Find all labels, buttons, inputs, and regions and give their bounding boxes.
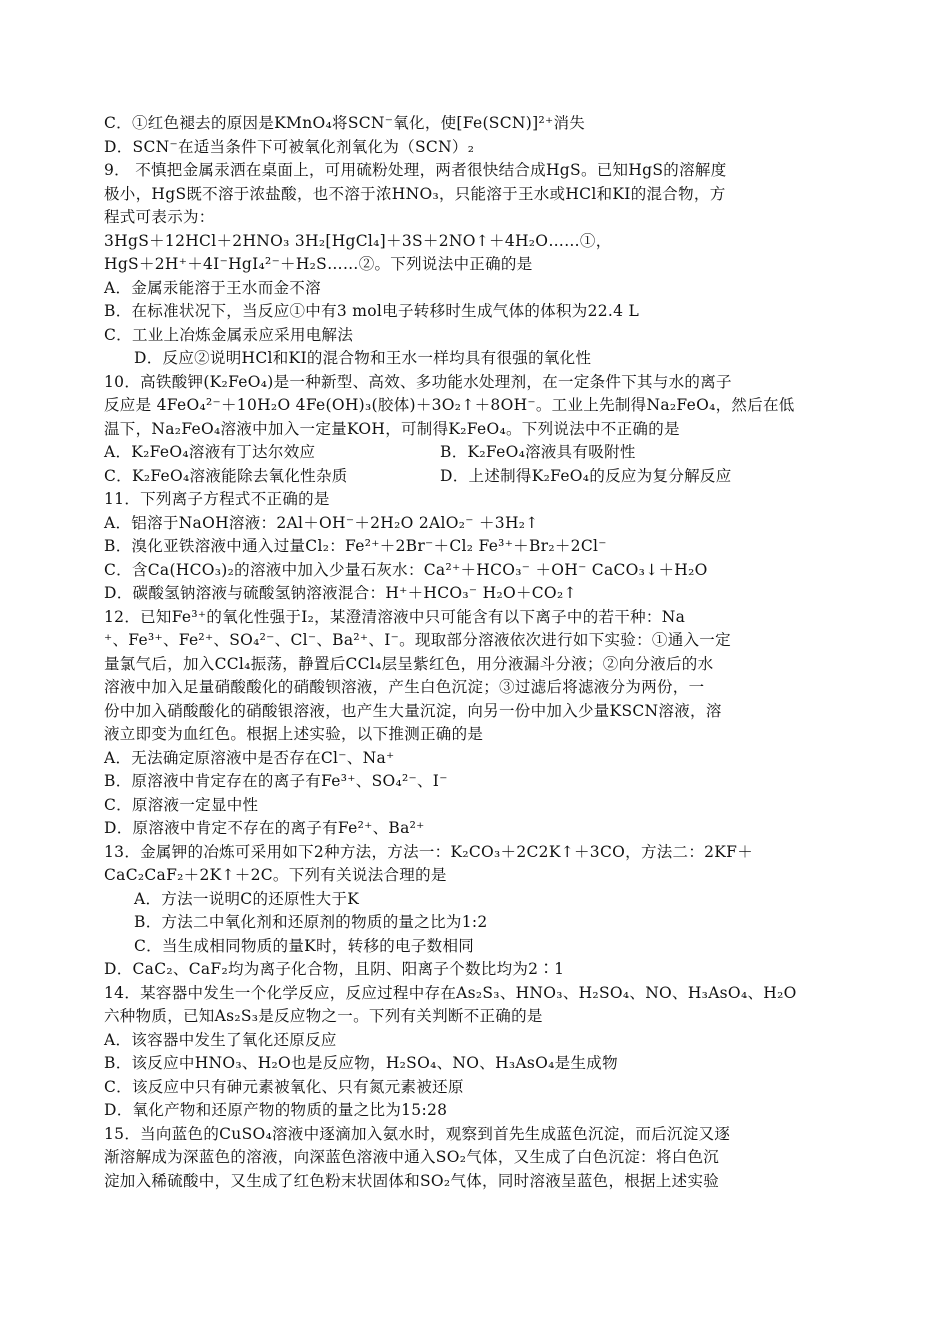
text-line: D．SCN⁻在适当条件下可被氧化剂氧化为（SCN）₂	[104, 137, 475, 156]
option-c: C．含Ca(HCO₃)₂的溶液中加入少量石灰水：Ca²⁺＋HCO₃⁻ ＋OH⁻ CaCO₃↓＋H₂O	[104, 560, 708, 579]
option-c: C．K₂FeO₄溶液能除去氧化性杂质	[104, 466, 348, 485]
option-a: A．K₂FeO₄溶液有丁达尔效应	[104, 443, 316, 461]
option-a: A．方法一说明C的还原性大于K	[134, 889, 360, 908]
text-line: 份中加入硝酸酸化的硝酸银溶液，也产生大量沉淀，向另一份中加入少量KSCN溶液，溶	[104, 701, 722, 720]
text-line: 六种物质，已知As₂S₃是反应物之一。下列有关判断不正确的是	[104, 1007, 543, 1025]
question-13-stem: 13．金属钾的冶炼可采用如下2种方法，方法一：K₂CO₃＋2C2K↑＋3CO，方法二：2KF＋	[104, 842, 754, 861]
text-line: 程式可表示为：	[104, 208, 215, 226]
question-15-stem: 15．当向蓝色的CuSO₄溶液中逐滴加入氨水时，观察到首先生成蓝色沉淀，而后沉淀又逐	[104, 1124, 731, 1143]
option-c: C．当生成相同物质的量K时，转移的电子数相同	[134, 936, 475, 955]
option-c: C．工业上冶炼金属汞应采用电解法	[104, 325, 354, 344]
option-b: B．溴化亚铁溶液中通入过量Cl₂：Fe²⁺＋2Br⁻＋Cl₂ Fe³⁺＋Br₂＋2Cl⁻	[104, 537, 607, 555]
question-14-stem: 14．某容器中发生一个化学反应，反应过程中存在As₂S₃、HNO₃、H₂SO₄、NO、H₃AsO₄、H₂O	[104, 983, 797, 1002]
question-11-stem: 11．下列离子方程式不正确的是	[104, 490, 330, 508]
option-b: B．在标准状况下，当反应①中有3 mol电子转移时生成气体的体积为22.4 L	[104, 302, 640, 320]
option-d: D．原溶液中肯定不存在的离子有Fe²⁺、Ba²⁺	[104, 819, 425, 837]
options-row	[104, 441, 844, 465]
text-line: 溶液中加入足量硝酸酸化的硝酸钡溶液，产生白色沉淀；③过滤后将滤液分为两份，一	[104, 678, 705, 696]
options-row	[104, 465, 844, 489]
document-page	[104, 112, 844, 1193]
option-d: D．氧化产物和还原产物的物质的量之比为15:28	[104, 1101, 448, 1119]
question-12-stem: 12．已知Fe³⁺的氧化性强于I₂，某澄清溶液中只可能含有以下离子中的若干种：Na	[104, 607, 686, 626]
text-line: 液立即变为血红色。根据上述实验，以下推测正确的是	[104, 725, 484, 743]
text-line: 渐溶解成为深蓝色的溶液，向深蓝色溶液中通入SO₂气体，又生成了白色沉淀：将白色沉	[104, 1148, 720, 1166]
text-line: 淀加入稀硫酸中，又生成了红色粉末状固体和SO₂气体，同时溶液呈蓝色，根据上述实验	[104, 1171, 720, 1190]
equation-1: 3HgS＋12HCl＋2HNO₃ 3H₂[HgCl₄]＋3S＋2NO↑＋4H₂O……①，	[104, 231, 612, 250]
option-a: A．铝溶于NaOH溶液：2Al＋OH⁻＋2H₂O 2AlO₂⁻ ＋3H₂↑	[104, 513, 539, 532]
option-d: D．反应②说明HCl和KI的混合物和王水一样均具有很强的氧化性	[134, 349, 592, 367]
text-line: 温下，Na₂FeO₄溶液中加入一定量KOH，可制得K₂FeO₄。下列说法中不正确的是	[104, 419, 680, 438]
option-d: D．CaC₂、CaF₂均为离子化合物，且阴、阳离子个数比均为2∶1	[104, 960, 565, 978]
option-a: A．无法确定原溶液中是否存在Cl⁻、Na⁺	[104, 748, 395, 767]
option-a: A．金属汞能溶于王水而金不溶	[104, 278, 321, 297]
text-line: 量氯气后，加入CCl₄振荡，静置后CCl₄层呈紫红色，用分液漏斗分液；②向分液后的水	[104, 654, 714, 673]
option-a: A．该容器中发生了氧化还原反应	[104, 1030, 337, 1049]
text-line: 反应是 4FeO₄²⁻＋10H₂O 4Fe(OH)₃(胶体)＋3O₂↑＋8OH⁻。工业上先制得Na₂FeO₄，然后在低	[104, 396, 795, 414]
question-9-stem: 9． 不慎把金属汞洒在桌面上，可用硫粉处理，两者很快结合成HgS。已知HgS的溶解度	[104, 161, 727, 179]
equation-2: HgS＋2H⁺＋4I⁻HgI₄²⁻＋H₂S……②。下列说法中正确的是	[104, 255, 533, 273]
option-b: B．方法二中氧化剂和还原剂的物质的量之比为1:2	[134, 913, 488, 931]
text-line: C．①红色褪去的原因是KMnO₄将SCN⁻氧化，使[Fe(SCN)]²⁺消失	[104, 114, 586, 132]
option-b: B．该反应中HNO₃、H₂O也是反应物，H₂SO₄、NO、H₃AsO₄是生成物	[104, 1054, 618, 1072]
text-line: 极小，HgS既不溶于浓盐酸，也不溶于浓HNO₃，只能溶于王水或HCl和KI的混合物，方	[104, 184, 726, 203]
option-d: D．碳酸氢钠溶液与硫酸氢钠溶液混合：H⁺＋HCO₃⁻ H₂O＋CO₂↑	[104, 584, 577, 602]
text-line: CaC₂CaF₂＋2K↑＋2C。下列有关说法合理的是	[104, 866, 447, 884]
option-d: D．上述制得K₂FeO₄的反应为复分解反应	[440, 466, 732, 485]
text-line: ⁺、Fe³⁺、Fe²⁺、SO₄²⁻、Cl⁻、Ba²⁺、I⁻。现取部分溶液依次进行如下实验：①通入一定	[104, 631, 731, 649]
option-b: B．K₂FeO₄溶液具有吸附性	[440, 443, 636, 461]
question-10-stem: 10．高铁酸钾(K₂FeO₄)是一种新型、高效、多功能水处理剂，在一定条件下其与水的离子	[104, 372, 732, 391]
option-c: C．原溶液一定显中性	[104, 795, 259, 814]
option-c: C．该反应中只有砷元素被氧化、只有氮元素被还原	[104, 1077, 464, 1096]
option-b: B．原溶液中肯定存在的离子有Fe³⁺、SO₄²⁻、I⁻	[104, 772, 448, 790]
